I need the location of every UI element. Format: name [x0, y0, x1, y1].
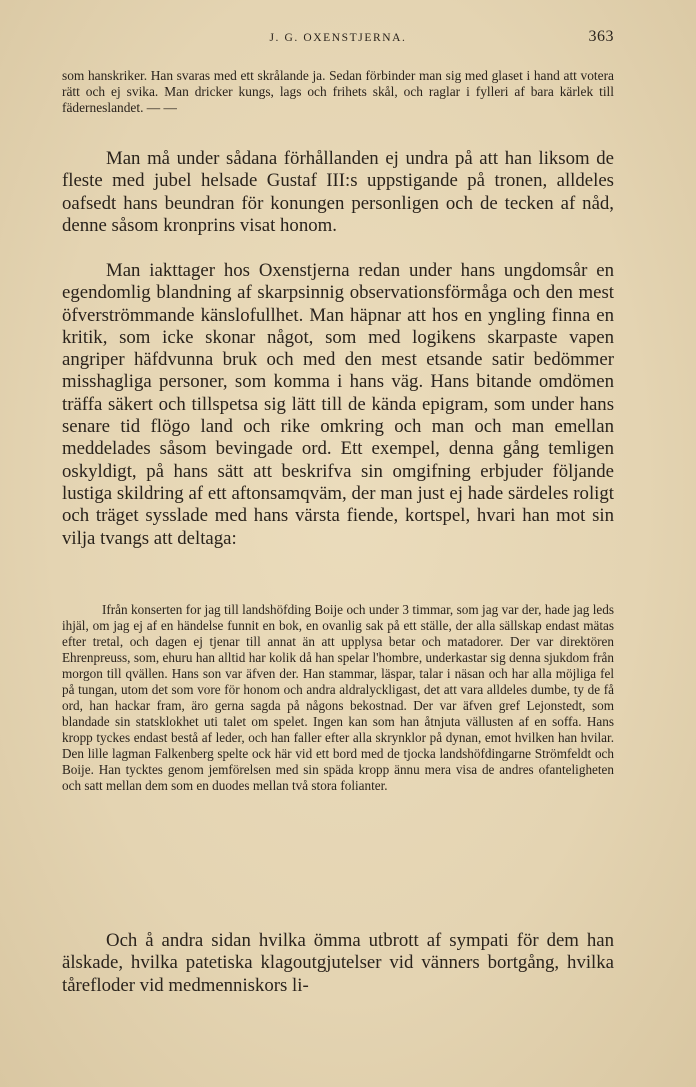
page-number: 363: [588, 28, 614, 45]
paragraph-emotions: [62, 930, 614, 997]
paragraph-text: Man iakttager hos Oxenstjerna redan under hans ungdomsår en egendomlig blandning af skarpsinnig observationsförmåga och den mest öfverströmmande känslofullhet. Man häpnar att hos en yngling finna en kritik, som icke skonar något, som med logikens skarpaste vapen angriper häfdvunna bruk och med den mest etsande satir bedömmer misshagliga personer, som komma i hans väg. Hans bitande omdömen träffa säkert och tillspetsa sig lätt till de kända epigram, som under hans senare tid flögo land och rike omkring och man och man emellan meddelades såsom bevingade ord. Ett exempel, denna gång temligen oskyldigt, på hans sätt att beskrifva sin omgifning erbjuder följande lustiga skildring af ett aftonsamqväm, der man just ej hade särdeles roligt och träget sysslade med hans värsta fiende, kortspel, hvari han mot sin vilja tvangs att deltaga:: [62, 260, 614, 549]
paragraph-text: Man må under sådana förhållanden ej undra på att han liksom de fleste med jubel helsade Gustaf III:s uppstigande på tronen, alldeles oafsedt hans beundran för konungen personligen och de tecken af nåd, denne såsom kronprins visat honom.: [62, 148, 614, 236]
paragraph-text: Och å andra sidan hvilka ömma utbrott af sympati för dem han älskade, hvilka patetiska klagoutgjutelser vid vänners bortgång, hvilka tårefloder vid medmenniskors li-: [62, 930, 614, 996]
quoted-letter: [62, 602, 614, 794]
page-header: [62, 30, 614, 50]
quote-text: Ifrån konserten for jag till landshöfding Boije och under 3 timmar, som jag var der, hade jag leds ihjäl, om jag ej af en händelse funnit en bok, en ovanlig sak på ett ställe, der alla sällskap endast mätas efter tretal, och dagen ej tjenar till annat än att upplysa betar och matadorer. Der var direktören Ehrenpreuss, som, ehuru han alltid har kolik då han spelar l'hombre, underkastar sig denna sjukdom från morgon till qvällen. Hans son var äfven der. Han stammar, läspar, talar i näsan och har alla möjliga fel på tungan, utom det som vore för honom och andra aldralyckligast, det att vara alldeles dumbe, ty de få ord, han hackar fram, äro gerna sagda på någons bekostnad. Der var äfven gref Lejonstedt, som blandade sin statsklokhet uti talet om spelet. Ingen kan som han åtnjuta vällusten af en soffa. Hans kropp tyckes endast bestå af leder, och han faller efter alla skrynklor på dynan, emot hvilken han hvilar. Den lille lagman Falkenberg spelte ock här vid ett bord med de tjocka landshöfdingarne Strömfeldt och Boije. Han tycktes genom jemförelsen med sin späda kropp ännu mera visa de andres ofanteligheten och satt mellan dem som en duodes mellan två stora folianter.: [62, 602, 614, 793]
paragraph-text: som hanskriker. Han svaras med ett skrålande ja. Sedan förbinder man sig med glaset i hand att votera rätt och ej svika. Man dricker kungs, lags och frihets skål, och raglar i fylleri af bara kärlek till fäderneslandet. — —: [62, 68, 614, 115]
paragraph-sympathy: [62, 148, 614, 237]
running-head: J. G. OXENSTJERNA.: [269, 32, 407, 44]
paragraph-character: [62, 260, 614, 550]
paragraph-continuation: [62, 68, 614, 116]
